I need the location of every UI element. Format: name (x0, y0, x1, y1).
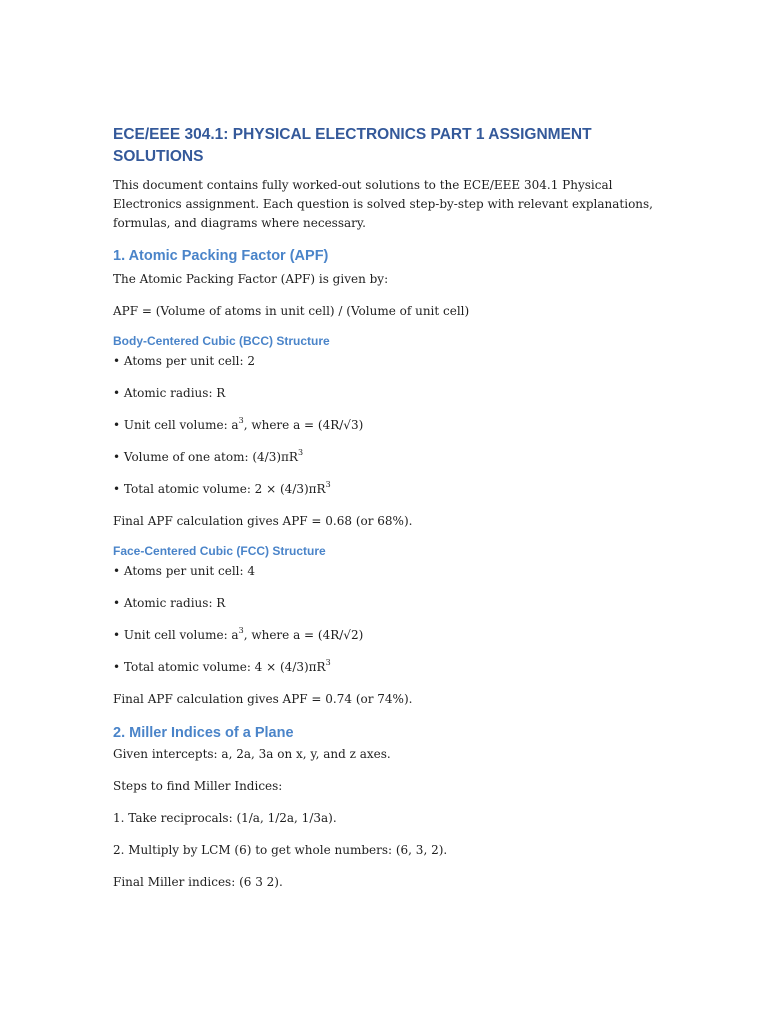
bcc-unit-cell-volume (113, 416, 673, 435)
bcc-one-atom-volume (113, 448, 673, 467)
document-body (113, 124, 673, 905)
section-1-heading: 1. Atomic Packing Factor (APF) (113, 248, 329, 264)
bcc-total-volume (113, 480, 673, 499)
fcc-heading: Face-Centered Cubic (FCC) Structure (113, 544, 326, 558)
miller-given: Given intercepts: a, 2a, 3a on x, y, and z axes. (113, 747, 391, 761)
bcc-heading: Body-Centered Cubic (BCC) Structure (113, 334, 330, 348)
miller-step-2: 2. Multiply by LCM (6) to get whole numbers: (6, 3, 2). (113, 843, 448, 857)
bcc-total-exponent: 3 (325, 480, 331, 489)
bcc-atoms: • Atoms per unit cell: 2 (113, 354, 256, 368)
intro-line: Electronics assignment. Each question is solved step-by-step with relevant explanations, (113, 197, 653, 211)
fcc-final-apf: Final APF calculation gives APF = 0.74 (or 74%). (113, 692, 413, 706)
apf-formula: APF = (Volume of atoms in unit cell) / (Volume of unit cell) (113, 304, 470, 318)
intro-line: This document contains fully worked-out solutions to the ECE/EEE 304.1 Physical (113, 178, 613, 192)
fcc-volume-lattice: , where a = (4R/√2) (243, 628, 364, 642)
fcc-unit-cell-volume (113, 626, 673, 645)
fcc-volume-exponent: 3 (238, 626, 244, 635)
miller-final: Final Miller indices: (6 3 2). (113, 875, 283, 889)
bcc-total-text: • Total atomic volume: 2 × (4/3)πR (113, 482, 326, 496)
section-2-heading: 2. Miller Indices of a Plane (113, 725, 294, 741)
bcc-radius: • Atomic radius: R (113, 386, 226, 400)
fcc-total-text: • Total atomic volume: 4 × (4/3)πR (113, 660, 326, 674)
intro-paragraph (113, 176, 673, 233)
document-title: ECE/EEE 304.1: PHYSICAL ELECTRONICS PART 1 ASSIGNMENT SOLUTIONS (113, 126, 592, 165)
bcc-final-apf: Final APF calculation gives APF = 0.68 (or 68%). (113, 514, 413, 528)
fcc-radius: • Atomic radius: R (113, 596, 226, 610)
intro-line: formulas, and diagrams where necessary. (113, 216, 366, 230)
fcc-atoms: • Atoms per unit cell: 4 (113, 564, 256, 578)
fcc-volume-text: • Unit cell volume: a (113, 628, 239, 642)
fcc-total-volume (113, 658, 673, 677)
miller-steps-intro: Steps to find Miller Indices: (113, 779, 283, 793)
bcc-one-atom-exponent: 3 (297, 448, 304, 457)
miller-step-1: 1. Take reciprocals: (1/a, 1/2a, 1/3a). (113, 811, 337, 825)
bcc-volume-exponent: 3 (238, 416, 244, 425)
bcc-volume-lattice: , where a = (4R/√3) (243, 418, 364, 432)
bcc-one-atom-text: • Volume of one atom: (4/3)πR (113, 450, 298, 464)
fcc-total-exponent: 3 (325, 658, 331, 667)
bcc-volume-text: • Unit cell volume: a (113, 418, 239, 432)
apf-given-text: The Atomic Packing Factor (APF) is given by: (113, 272, 389, 286)
